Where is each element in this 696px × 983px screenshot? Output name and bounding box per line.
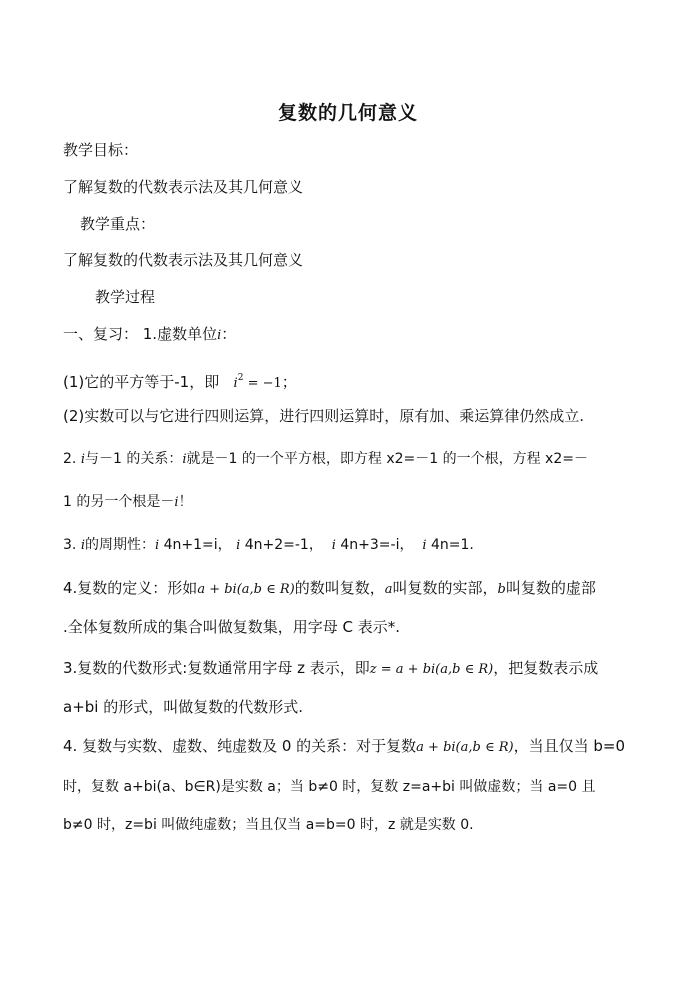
text-segment: 4n=1. [431, 537, 474, 553]
text-segment: ，当且仅当 b=0 [513, 737, 625, 755]
text-line-relations-cont: 时，复数 a+bi(a、b∈R)是实数 a；当 b≠0 时，复数 z=a+bi 叫做虚数；当 a=0 且 [63, 779, 596, 795]
math-i: i [233, 376, 238, 391]
text-line-process-heading: 教学过程 [95, 288, 156, 306]
math-i: i [80, 452, 85, 467]
math-b: b [497, 582, 506, 597]
math-i: i [422, 538, 427, 553]
math-i: i [174, 495, 179, 510]
text-segment: (1)它的平方等于-1，即 [63, 373, 220, 391]
math-value: = −1 [243, 376, 282, 391]
text-line-relation-cont [63, 492, 193, 513]
text-segment: 4.复数的定义：形如 [63, 579, 198, 597]
math-i-squared [233, 373, 282, 391]
text-line-relations-end: b≠0 时，z=bi 叫做纯虚数；当且仅当 a=b=0 时，z 就是实数 0. [63, 817, 474, 833]
text-segment: ！ [178, 494, 193, 510]
text-segment: ： [221, 325, 237, 343]
math-z-form: z = a + bi(a,b ∈ R) [369, 662, 494, 677]
math-i: i [331, 538, 336, 553]
text-line-algebraic-form-cont: a+bi 的形式，叫做复数的代数形式. [63, 698, 303, 716]
text-line-complex-set: .全体复数所成的集合叫做复数集，用字母 C 表示*. [63, 618, 401, 636]
text-line-review [63, 324, 236, 346]
math-i: i [236, 538, 241, 553]
math-complex-form: a + bi(a,b ∈ R) [416, 740, 514, 755]
text-line-operations: (2)实数可以与它进行四则运算，进行四则运算时，原有加、乘运算律仍然成立. [63, 407, 585, 425]
math-i: i [182, 452, 187, 467]
text-line-objective-heading: 教学目标： [63, 141, 139, 159]
text-line-relation [63, 449, 588, 470]
text-segment: 的周期性： [84, 537, 155, 553]
math-exponent: 2 [237, 373, 244, 383]
text-line-periodicity [63, 535, 474, 556]
text-segment: 2. [63, 451, 81, 467]
text-line-keypoint: 了解复数的代数表示法及其几何意义 [63, 251, 304, 269]
text-segment: ，把复数表示成 [493, 659, 599, 677]
text-segment: 3. [63, 537, 81, 553]
text-line-definition [63, 578, 596, 600]
text-segment: ； [281, 373, 297, 391]
text-segment: 的数叫复数， [294, 579, 385, 597]
text-segment: 4. 复数与实数、虚数、纯虚数及 0 的关系：对于复数 [63, 737, 417, 755]
text-segment: 3.复数的代数形式:复数通常用字母 z 表示，即 [63, 659, 370, 677]
text-line-relations [63, 736, 625, 758]
math-i: i [80, 538, 85, 553]
text-line-square [63, 368, 297, 394]
text-segment: 与－1 的关系： [84, 451, 183, 467]
text-segment: 叫复数的虚部 [505, 579, 596, 597]
text-segment: 叫复数的实部， [392, 579, 498, 597]
text-segment: 一、复习： 1.虚数单位 [63, 325, 218, 343]
text-segment: 就是－1 的一个平方根，即方程 x2=－1 的一个根，方程 x2=－ [186, 451, 588, 467]
text-line-keypoint-heading: 教学重点： [80, 215, 156, 233]
text-line-algebraic-form [63, 658, 598, 680]
text-line-objective: 了解复数的代数表示法及其几何意义 [63, 178, 304, 196]
math-i: i [154, 538, 160, 553]
math-complex-form: a + bi(a,b ∈ R) [197, 582, 295, 597]
text-segment: 4n+3=-i， [340, 537, 418, 553]
text-segment: 1 的另一个根是－ [63, 494, 175, 510]
text-segment: 4n+1=i， [163, 537, 232, 553]
page-title: 复数的几何意义 [277, 102, 418, 124]
text-segment: 4n+2=-1， [244, 537, 328, 553]
math-i: i [217, 328, 222, 343]
math-a: a [384, 582, 393, 597]
